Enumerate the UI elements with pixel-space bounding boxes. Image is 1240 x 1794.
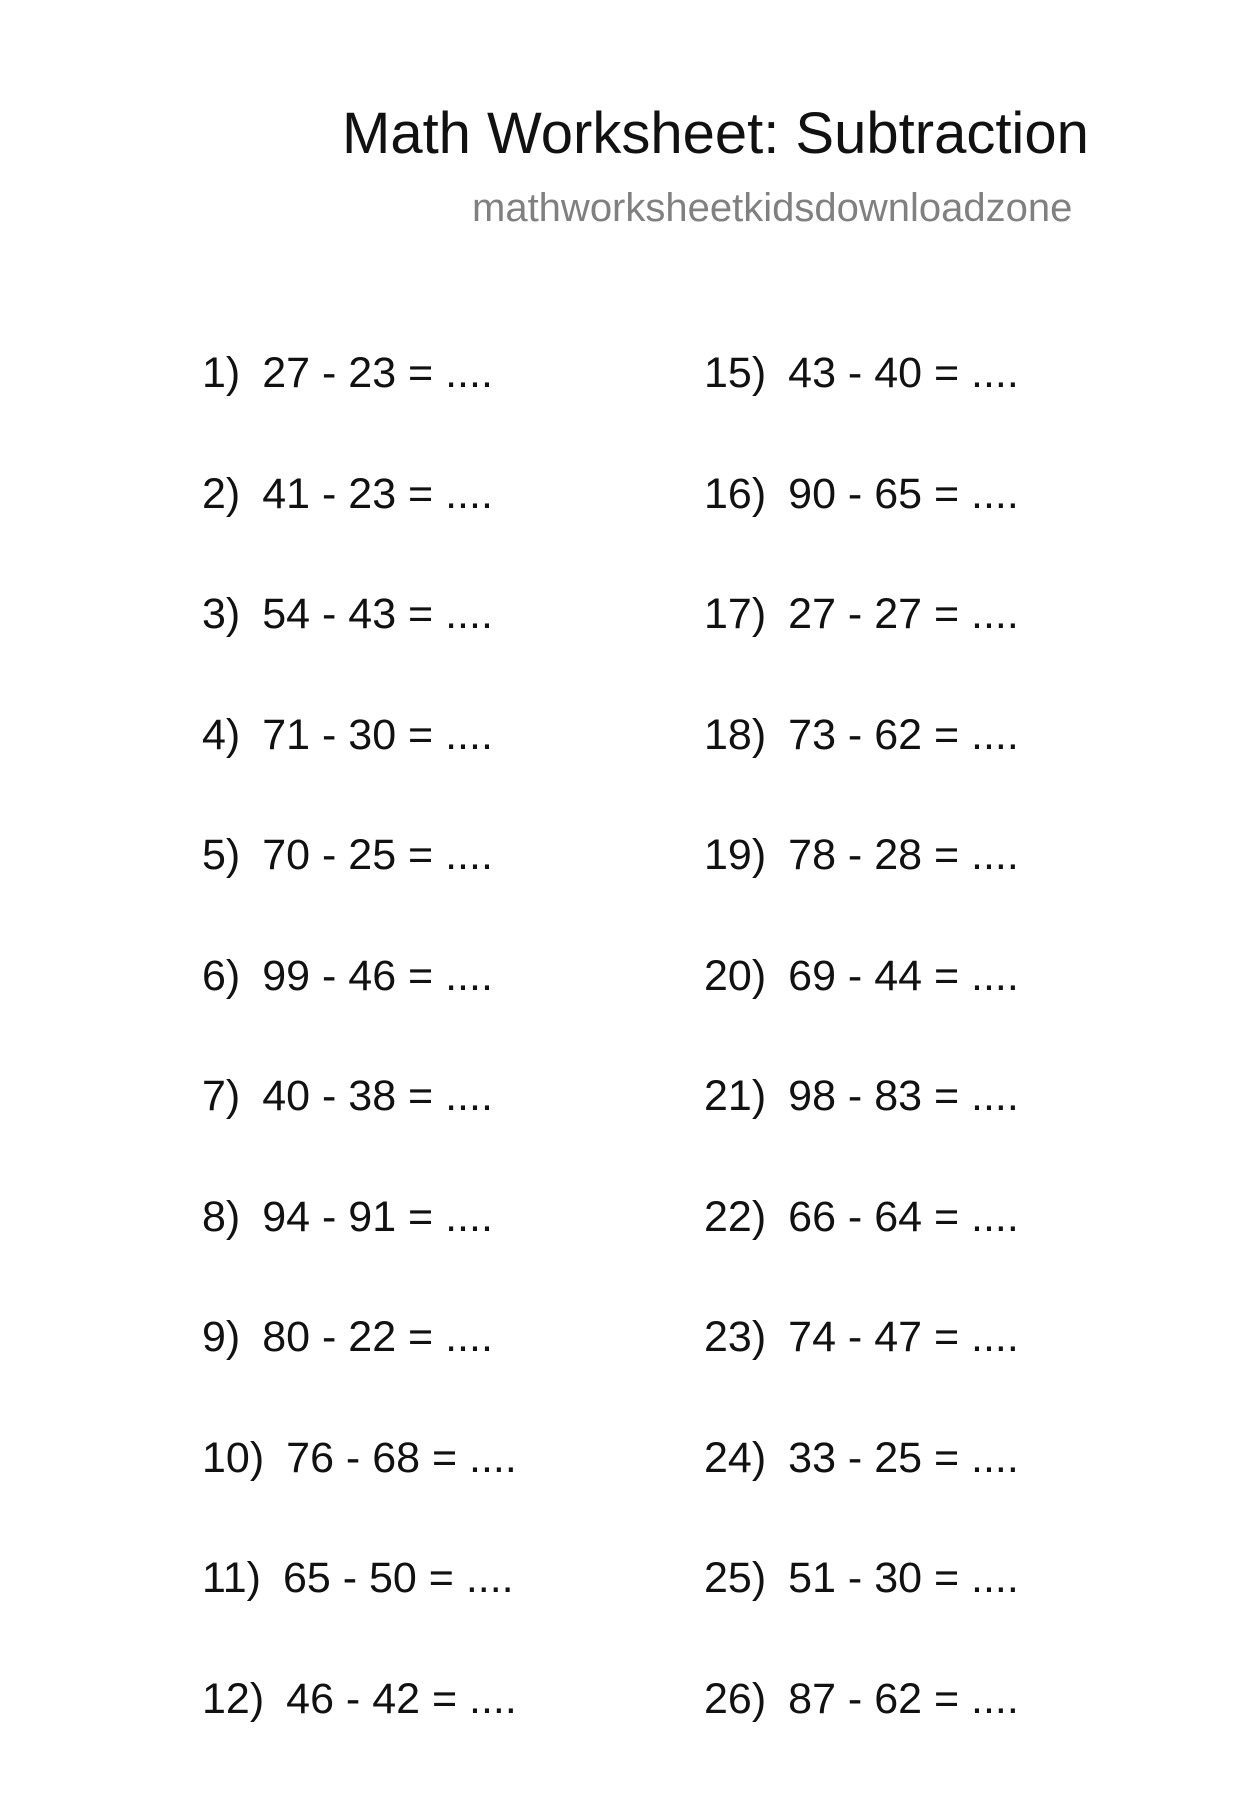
problem-number: 3) [202, 590, 240, 638]
problem-11 [202, 1553, 662, 1674]
problem-number: 4) [202, 711, 240, 759]
problem-number: 22) [704, 1193, 766, 1241]
problem-number: 24) [704, 1434, 766, 1482]
problem-9 [202, 1312, 662, 1433]
problem-5 [202, 830, 662, 951]
problem-4 [202, 710, 662, 831]
problem-number: 10) [202, 1434, 264, 1482]
problem-12 [202, 1674, 662, 1794]
problem-number: 11) [202, 1554, 261, 1602]
problem-expression: 76 - 68 = .... [286, 1434, 517, 1482]
problem-number: 18) [704, 711, 766, 759]
problem-expression: 41 - 23 = .... [262, 470, 493, 518]
problem-expression: 51 - 30 = .... [788, 1554, 1019, 1602]
problem-expression: 69 - 44 = .... [788, 952, 1019, 1000]
problem-number: 7) [202, 1072, 240, 1120]
problem-expression: 98 - 83 = .... [788, 1072, 1019, 1120]
problem-expression: 54 - 43 = .... [262, 590, 493, 638]
problem-number: 12) [202, 1675, 264, 1723]
problem-17 [704, 589, 1164, 710]
problem-number: 8) [202, 1193, 240, 1241]
problem-expression: 27 - 23 = .... [262, 349, 493, 397]
problem-24 [704, 1433, 1164, 1554]
problem-number: 26) [704, 1675, 766, 1723]
problems-left-column [202, 348, 662, 1794]
page-title: Math Worksheet: Subtraction [342, 98, 1089, 170]
problem-6 [202, 951, 662, 1072]
problem-10 [202, 1433, 662, 1554]
problem-number: 16) [704, 470, 766, 518]
problem-expression: 78 - 28 = .... [788, 831, 1019, 879]
problem-26 [704, 1674, 1164, 1794]
problem-25 [704, 1553, 1164, 1674]
problem-number: 25) [704, 1554, 766, 1602]
problem-expression: 66 - 64 = .... [788, 1193, 1019, 1241]
problem-expression: 94 - 91 = .... [262, 1193, 493, 1241]
problem-expression: 87 - 62 = .... [788, 1675, 1019, 1723]
problem-3 [202, 589, 662, 710]
problem-number: 17) [704, 590, 766, 638]
problem-8 [202, 1192, 662, 1313]
problem-expression: 40 - 38 = .... [262, 1072, 493, 1120]
problem-number: 21) [704, 1072, 766, 1120]
problem-number: 15) [704, 349, 766, 397]
problem-number: 1) [202, 349, 240, 397]
problem-expression: 80 - 22 = .... [262, 1313, 493, 1361]
problem-number: 6) [202, 952, 240, 1000]
problem-number: 5) [202, 831, 240, 879]
problem-expression: 33 - 25 = .... [788, 1434, 1019, 1482]
problem-number: 20) [704, 952, 766, 1000]
problem-21 [704, 1071, 1164, 1192]
problem-expression: 27 - 27 = .... [788, 590, 1019, 638]
problem-expression: 46 - 42 = .... [286, 1675, 517, 1723]
problems-right-column [704, 348, 1164, 1794]
problem-expression: 71 - 30 = .... [262, 711, 493, 759]
problem-23 [704, 1312, 1164, 1433]
problem-expression: 43 - 40 = .... [788, 349, 1019, 397]
problem-2 [202, 469, 662, 590]
problem-expression: 74 - 47 = .... [788, 1313, 1019, 1361]
problem-number: 19) [704, 831, 766, 879]
problem-7 [202, 1071, 662, 1192]
problem-20 [704, 951, 1164, 1072]
problem-expression: 73 - 62 = .... [788, 711, 1019, 759]
problem-1 [202, 348, 662, 469]
problem-number: 23) [704, 1313, 766, 1361]
problem-number: 2) [202, 470, 240, 518]
problem-number: 9) [202, 1313, 240, 1361]
problem-19 [704, 830, 1164, 951]
problem-22 [704, 1192, 1164, 1313]
problem-18 [704, 710, 1164, 831]
problem-16 [704, 469, 1164, 590]
problem-15 [704, 348, 1164, 469]
problem-expression: 99 - 46 = .... [262, 952, 493, 1000]
page-subtitle: mathworksheetkidsdownloadzone [472, 184, 1072, 232]
problem-expression: 65 - 50 = .... [283, 1554, 514, 1602]
problem-expression: 90 - 65 = .... [788, 470, 1019, 518]
problem-expression: 70 - 25 = .... [262, 831, 493, 879]
